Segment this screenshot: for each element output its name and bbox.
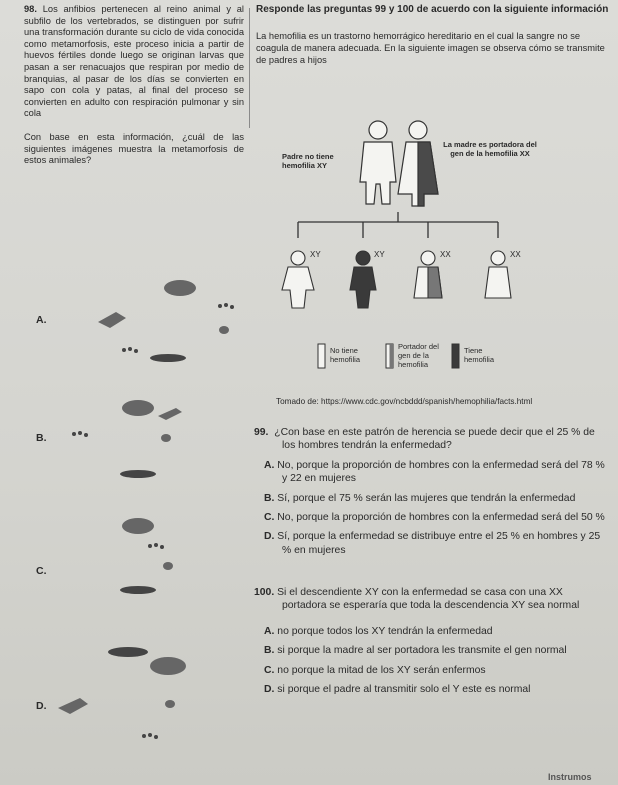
column-divider: [249, 8, 250, 128]
father-figure: [360, 121, 396, 204]
q99-option-b[interactable]: B. Sí, porque el 75 % serán las mujeres que tendrán la enfermedad: [264, 492, 576, 504]
question-98: [24, 4, 244, 167]
q99-number: 99.: [254, 427, 269, 438]
lifecycle-c-image[interactable]: [58, 514, 248, 614]
q98-text: Los anfibios pertenecen al reino animal y al subfilo de los vertebrados, se distinguen por sufrir una transformación durante su ciclo de vida conocida como metamorfosis, este proceso inicia a partir de huevos fértiles donde luego se originan larvas que pasan a ser renacuajos que respiran por medio de branquias, al pasar de los días se convierten en sapo con cola y patas, al final del proceso se convierten en adulto con respiración pulmonar y sin cola: [24, 4, 244, 119]
q98-option-c[interactable]: C.: [36, 565, 47, 577]
lifecycle-a-image[interactable]: [58, 270, 248, 370]
q100-option-c[interactable]: C. no porque la mitad de los XY serán enfermos: [264, 664, 486, 676]
q100-number: 100.: [254, 587, 275, 598]
lifecycle-d-image[interactable]: [58, 640, 248, 750]
q99-option-a[interactable]: A. No, porque la proporción de hombres con la enfermedad será del 78 % y 22 en mujeres: [264, 459, 605, 485]
legend-label-1: No tiene hemofilia: [330, 346, 361, 364]
legend-swatch-2-half: [390, 344, 394, 368]
q100-option-d[interactable]: D. si porque el padre al transmitir solo el Y este es normal: [264, 684, 531, 696]
q100-option-a[interactable]: A. no porque todos los XY tendrán la enfermedad: [264, 625, 493, 637]
q100-option-b[interactable]: B. si porque la madre al ser portadora les transmite el gen normal: [264, 645, 567, 657]
child-4-label: XX: [510, 250, 521, 259]
context-block: [256, 4, 612, 66]
mother-label: La madre es portadora del gen de la hemofilia XX: [443, 140, 537, 158]
q98-option-a[interactable]: A.: [36, 314, 47, 326]
child-2-figure: [350, 251, 376, 308]
hemophilia-diagram: [268, 112, 613, 382]
question-100: [254, 586, 609, 696]
q99-option-c[interactable]: C. No, porque la proporción de hombres con la enfermedad será del 50 %: [264, 512, 605, 524]
legend-swatch-3: [452, 344, 459, 368]
q99-option-d[interactable]: D. Sí, porque la enfermedad se distribuye entre el 25 % en hombres y 25 % en mujeres: [264, 531, 601, 556]
q98-question: Con base en esta información, ¿cuál de las siguientes imágenes muestra la metamorfosis de estos animales?: [24, 131, 244, 166]
father-label: Padre no tiene hemofilia XY: [282, 152, 334, 170]
pedigree-lines: [298, 212, 498, 238]
legend-label-3: Tiene hemofilia: [464, 346, 495, 364]
context-heading: Responde las preguntas 99 y 100 de acuerdo con la siguiente información: [256, 4, 609, 15]
child-1-figure: [282, 251, 314, 308]
child-3-label: XX: [440, 250, 451, 259]
child-4-figure: [485, 251, 511, 298]
q99-text: ¿Con base en este patrón de herencia se puede decir que el 25 % de los hombres tendrán la enfermedad?: [274, 427, 595, 452]
q98-number: 98.: [24, 4, 37, 14]
footer-brand: Instrumos: [548, 772, 592, 782]
q98-option-b[interactable]: B.: [36, 432, 47, 444]
lifecycle-b-image[interactable]: [58, 394, 248, 494]
child-1-label: XY: [310, 250, 321, 259]
source-citation: Tomado de: https://www.cdc.gov/ncbddd/spanish/hemophilia/facts.html: [276, 397, 533, 406]
child-2-label: XY: [374, 250, 385, 259]
q100-text: Si el descendiente XY con la enfermedad se casa con una XX portadora se esperaría que toda la descendencia XY sea normal: [277, 587, 580, 612]
child-3-figure: [414, 251, 442, 298]
legend-label-2: Portador del gen de la hemofilia: [398, 342, 439, 369]
context-text: La hemofilia es un trastorno hemorrágico hereditario en el cual la sangre no se coagula de manera adecuada. En la siguiente imagen se observa cómo se transmite de padres a hijos: [256, 31, 605, 65]
question-99: [254, 426, 609, 557]
q98-option-d[interactable]: D.: [36, 700, 47, 712]
legend-swatch-1: [318, 344, 325, 368]
mother-figure: [398, 121, 438, 206]
